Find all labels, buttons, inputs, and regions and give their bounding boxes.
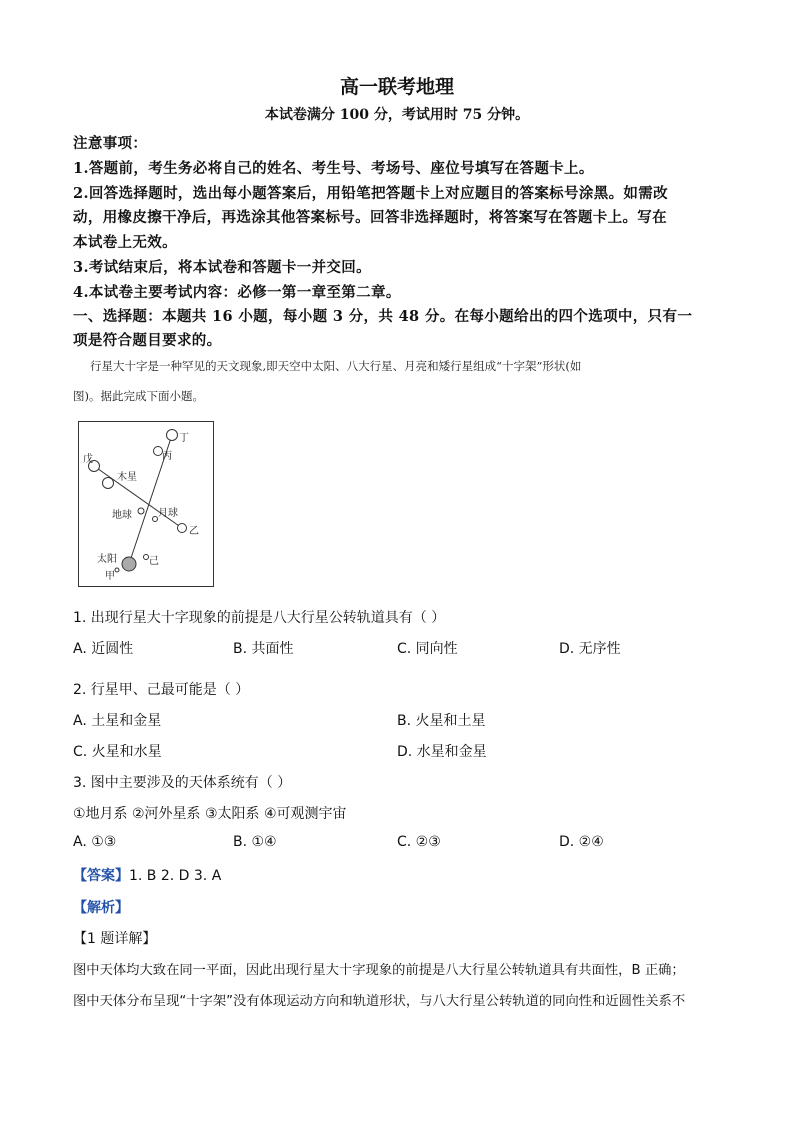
- notice-item: 4.本试卷主要考试内容：必修一第一章至第二章。: [73, 284, 401, 301]
- q2-option-c: C. 火星和水星: [73, 744, 162, 760]
- planet-ding: [167, 430, 178, 441]
- q1-option-c: C. 同向性: [397, 641, 458, 657]
- question-2-stem: 2. 行星甲、己最可能是（ ）: [73, 682, 250, 698]
- planetary-cross-figure: [78, 421, 214, 587]
- notice-item: 本试卷上无效。: [73, 234, 177, 251]
- q3-option-a: A. ①③: [73, 834, 117, 850]
- analysis-sub-label: 【1 题详解】: [73, 931, 157, 947]
- answer-values: 1. B 2. D 3. A: [129, 868, 222, 884]
- planet-yi: [178, 524, 187, 533]
- q2-option-a: A. 土星和金星: [73, 713, 162, 729]
- q1-option-b: B. 共面性: [233, 641, 294, 657]
- q3-option-b: B. ①④: [233, 834, 277, 850]
- label-ji: 己: [149, 556, 159, 567]
- label-yi: 乙: [189, 526, 199, 537]
- question-1-stem: 1. 出现行星大十字现象的前提是八大行星公转轨道具有（ ）: [73, 610, 446, 626]
- section-heading-line: 项是符合题目要求的。: [73, 332, 222, 349]
- question-3-subitems: ①地月系 ②河外星系 ③太阳系 ④可观测宇宙: [73, 806, 347, 822]
- notice-heading: 注意事项：: [73, 135, 148, 152]
- question-3-stem: 3. 图中主要涉及的天体系统有（ ）: [73, 775, 292, 791]
- intro-text: 行星大十字是一种罕见的天文现象,即天空中太阳、八大行星、月亮和矮行星组成“十字架”形状(如: [90, 359, 582, 373]
- notice-item: 1.答题前，考生务必将自己的姓名、考生号、考场号、座位号填写在答题卡上。: [73, 160, 594, 177]
- planet-ji: [144, 555, 149, 560]
- planet-jupiter: [103, 478, 114, 489]
- moon: [153, 517, 158, 522]
- label-sun: 太阳: [97, 554, 117, 565]
- intro-text: 图)。据此完成下面小题。: [73, 389, 204, 403]
- analysis-label: 【解析】: [73, 900, 129, 916]
- notice-item: 动，用橡皮擦干净后，再选涂其他答案标号。回答非选择题时，将答案写在答题卡上。写在: [73, 209, 667, 226]
- page-subtitle: 本试卷满分 100 分，考试用时 75 分钟。: [264, 107, 530, 123]
- q2-option-d: D. 水星和金星: [397, 744, 487, 760]
- planet-earth: [138, 508, 144, 514]
- notice-item: 3.考试结束后，将本试卷和答题卡一并交回。: [73, 259, 371, 276]
- label-jupiter: 木星: [117, 472, 137, 483]
- label-earth: 地球: [112, 510, 132, 521]
- q1-option-a: A. 近圆性: [73, 641, 134, 657]
- q3-option-c: C. ②③: [397, 834, 441, 850]
- planetary-cross-diagram: [79, 422, 215, 588]
- page-title: 高一联考地理: [339, 76, 454, 98]
- q2-option-b: B. 火星和土星: [397, 713, 486, 729]
- notice-item: 2.回答选择题时，选出每小题答案后，用铅笔把答题卡上对应题目的答案标号涂黑。如需改: [73, 185, 668, 202]
- answer-label: 【答案】: [73, 868, 129, 884]
- label-bing: 丙: [162, 451, 172, 462]
- q1-option-d: D. 无序性: [559, 641, 621, 657]
- planet-jia: [115, 568, 119, 572]
- section-heading-line: 一、选择题：本题共 16 小题，每小题 3 分，共 48 分。在每小题给出的四个选项中，只有一: [73, 308, 693, 325]
- analysis-text: 图中天体分布呈现“十字架”没有体现运动方向和轨道形状，与八大行星公转轨道的同向性和近圆性关系不: [73, 994, 686, 1009]
- answer-line: [73, 865, 221, 885]
- sun: [122, 557, 136, 571]
- label-wu: 戊: [83, 454, 93, 465]
- label-jia: 甲: [105, 571, 115, 582]
- q3-option-d: D. ②④: [559, 834, 604, 850]
- label-moon: 月球: [158, 508, 178, 519]
- analysis-text: 图中天体均大致在同一平面，因此出现行星大十字现象的前提是八大行星公转轨道具有共面性，B 正确；: [73, 963, 685, 978]
- label-ding: 丁: [179, 433, 189, 444]
